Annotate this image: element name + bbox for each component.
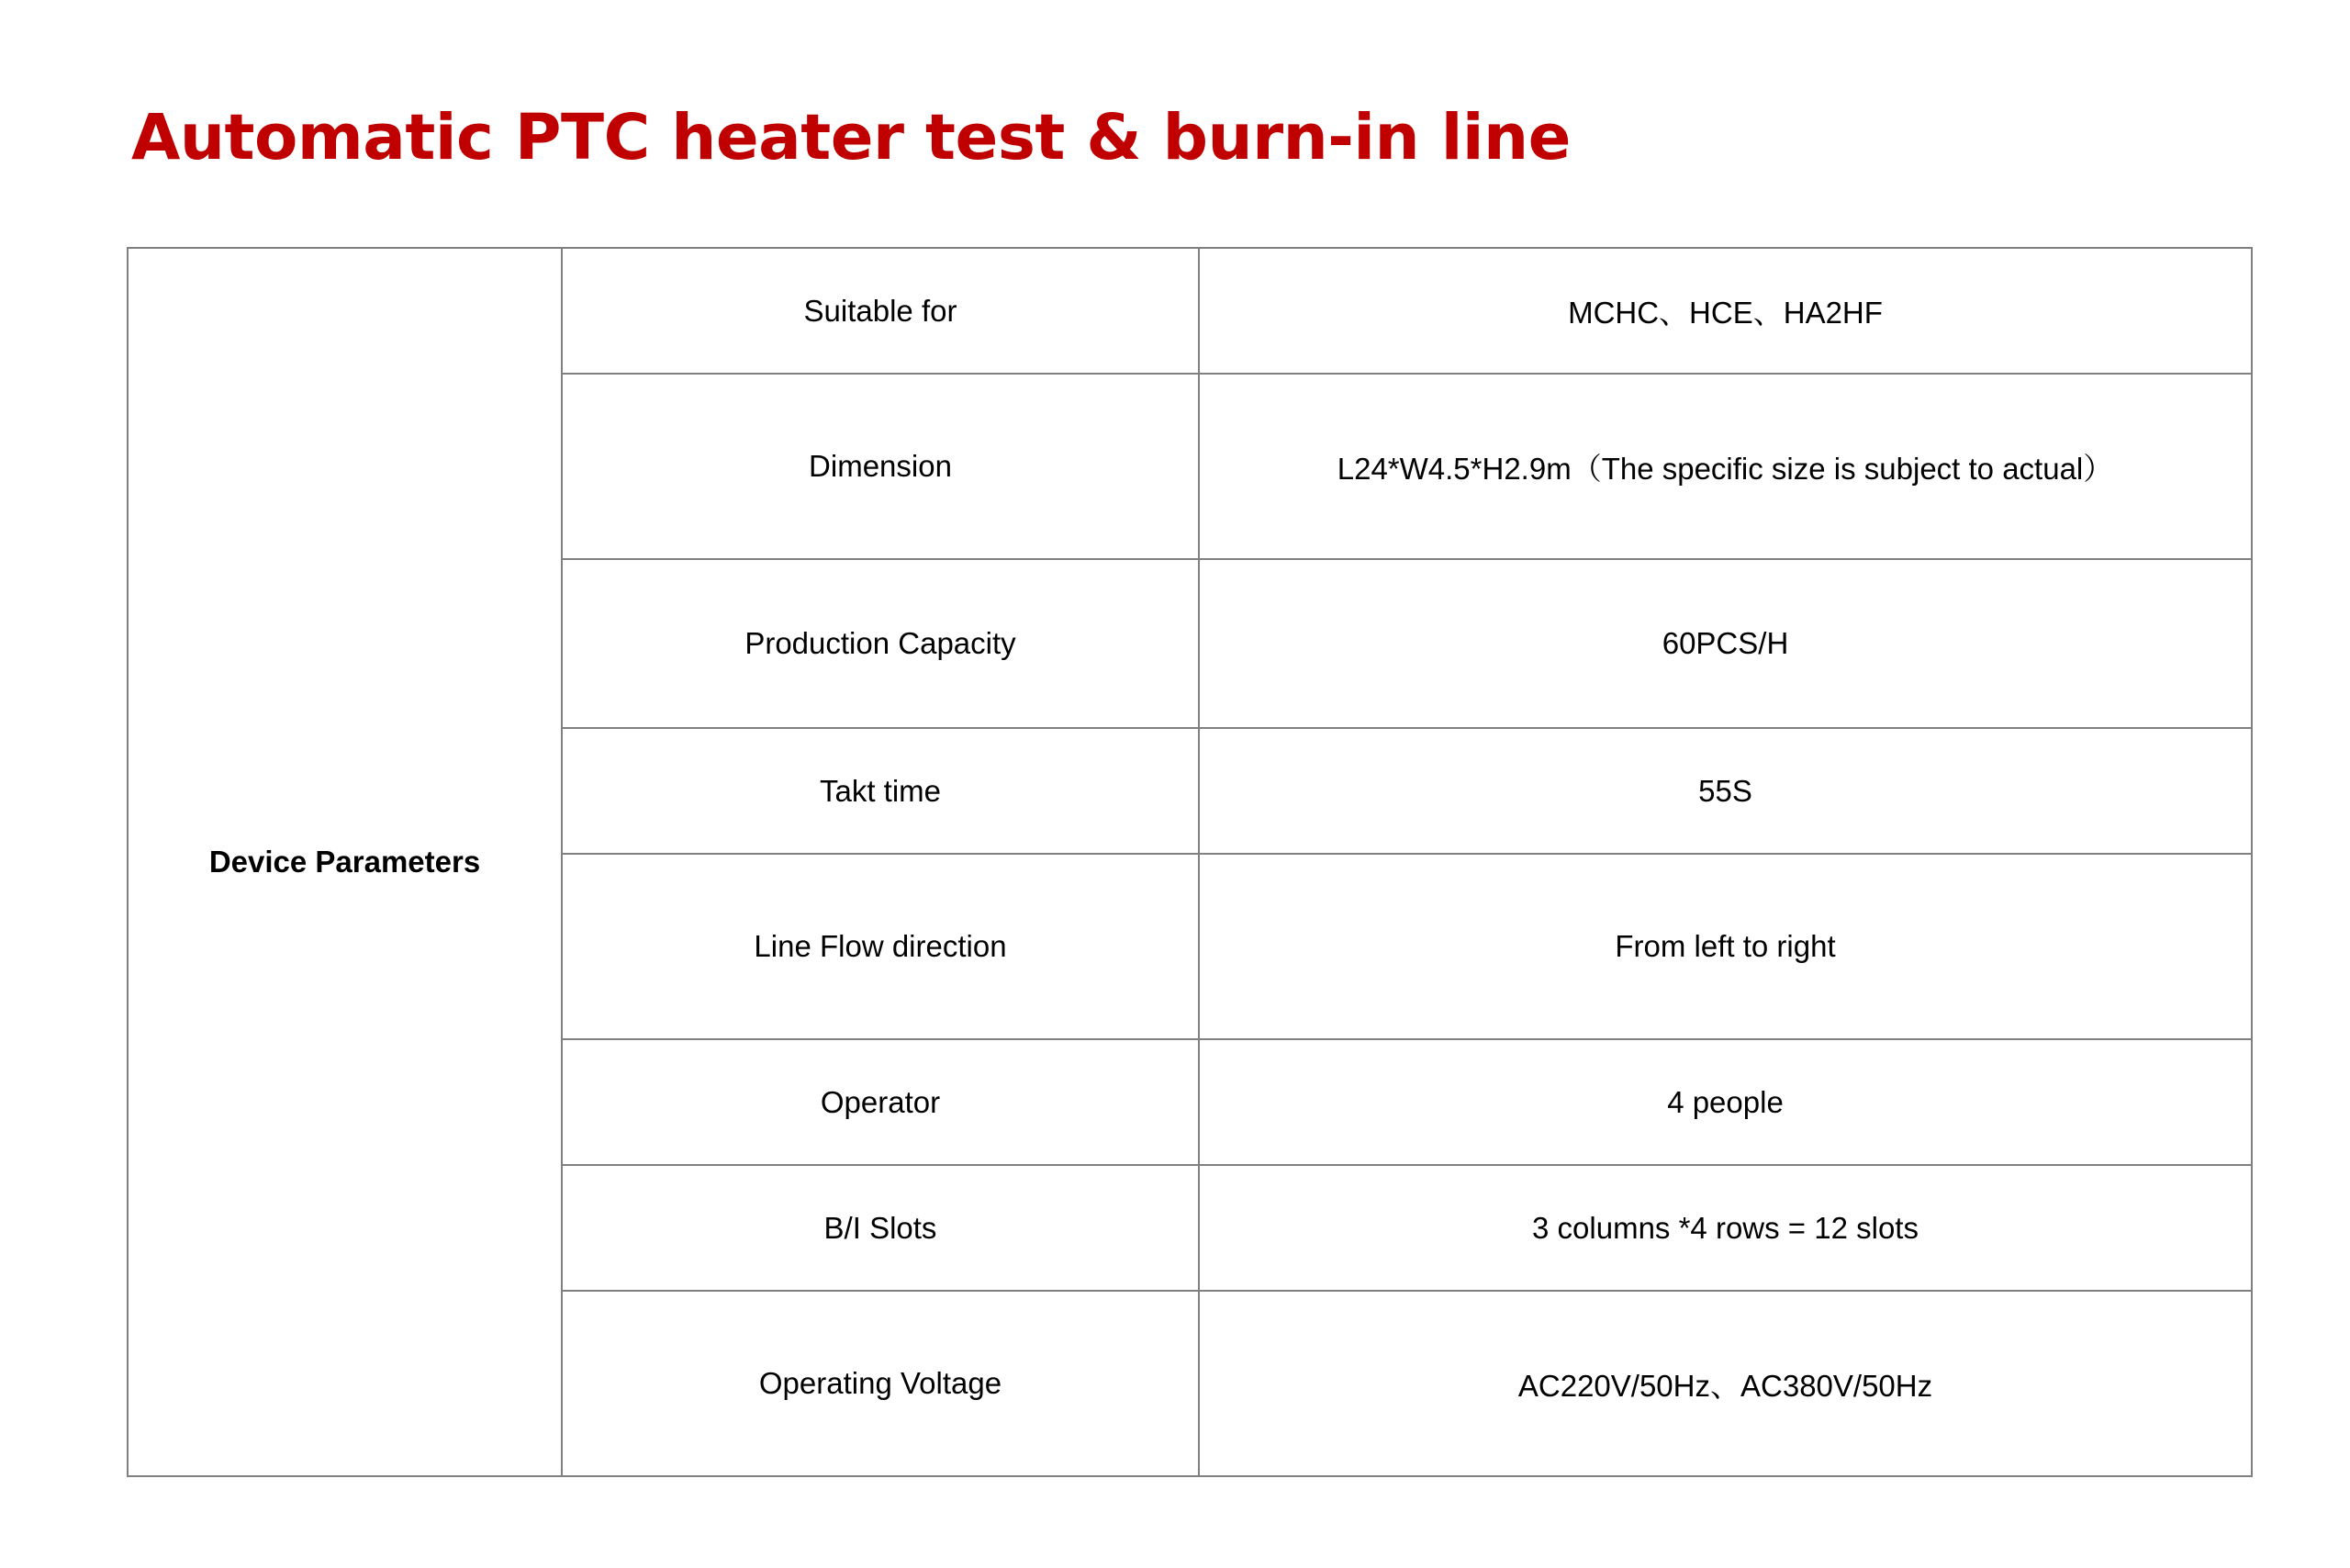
parameter-label: Operator (562, 1039, 1199, 1165)
parameter-value: From left to right (1199, 854, 2252, 1039)
parameter-label: Takt time (562, 728, 1199, 854)
parameter-label: Operating Voltage (562, 1291, 1199, 1476)
parameter-value: 55S (1199, 728, 2252, 854)
parameter-label: Suitable for (562, 248, 1199, 374)
parameter-value: AC220V/50Hz、AC380V/50Hz (1199, 1291, 2252, 1476)
group-label-cell: Device Parameters (128, 248, 562, 1476)
page-title: Automatic PTC heater test & burn-in line (131, 101, 1571, 174)
parameter-label: B/I Slots (562, 1165, 1199, 1291)
parameter-value: L24*W4.5*H2.9m（The specific size is subject to actual） (1199, 374, 2252, 559)
parameter-value: 3 columns *4 rows = 12 slots (1199, 1165, 2252, 1291)
table-row (128, 248, 2252, 374)
parameter-value: 4 people (1199, 1039, 2252, 1165)
parameter-label: Production Capacity (562, 559, 1199, 728)
parameter-label: Dimension (562, 374, 1199, 559)
parameter-value: MCHC、HCE、HA2HF (1199, 248, 2252, 374)
parameter-value: 60PCS/H (1199, 559, 2252, 728)
device-parameters-table (127, 247, 2253, 1477)
parameter-label: Line Flow direction (562, 854, 1199, 1039)
